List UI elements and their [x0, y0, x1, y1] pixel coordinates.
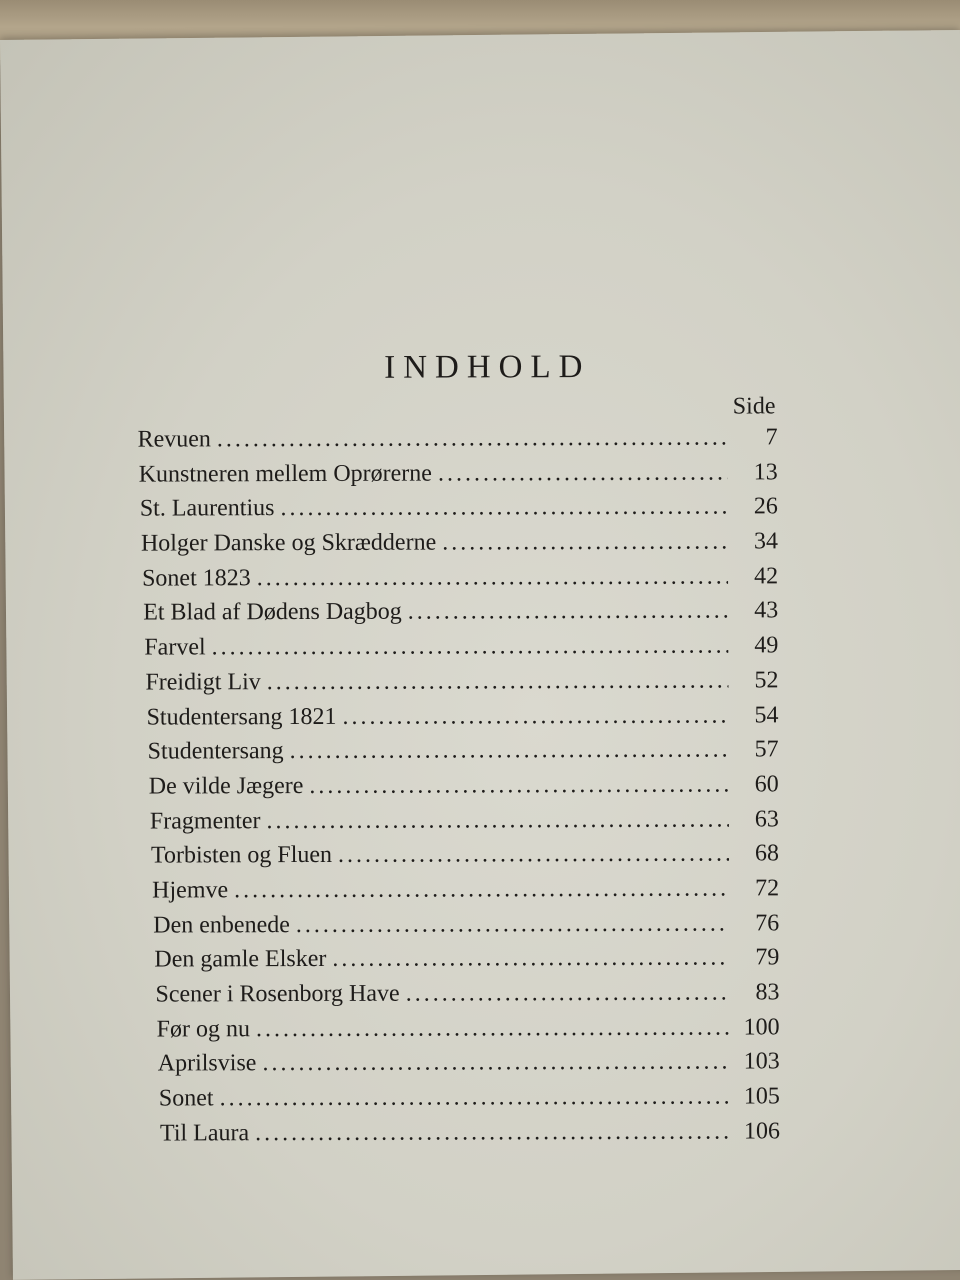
toc-heading: INDHOLD [384, 348, 591, 386]
toc-entry-title: Hjemve [152, 877, 229, 904]
toc-entry-page-number: 13 [753, 459, 778, 486]
toc-entry-page-number: 72 [755, 875, 780, 902]
toc-entry-page-number: 26 [753, 493, 778, 520]
dot-leader [256, 1014, 730, 1043]
toc-entry-page-number: 76 [755, 909, 780, 937]
toc-entry-title: Scener i Rosenborg Have [155, 980, 400, 1008]
toc-entry [138, 702, 778, 739]
toc-entry [138, 459, 778, 496]
dot-leader [234, 875, 729, 904]
toc-entry-title: Farvel [144, 634, 206, 661]
book-page [0, 30, 960, 1280]
toc-entry-title: Revuen [137, 426, 211, 453]
toc-entry-title: Aprilsvise [157, 1050, 257, 1077]
dot-leader [296, 910, 729, 939]
page-column-header: Side [732, 393, 776, 420]
toc-entry [138, 424, 778, 461]
toc-entry-page-number: 105 [743, 1083, 780, 1110]
toc-entry [138, 598, 778, 635]
toc-entry-title: Torbisten og Fluen [150, 842, 333, 869]
toc-entry-page-number: 60 [754, 771, 779, 798]
toc-entry-title: Freidigt Liv [145, 668, 261, 696]
toc-entry-title: Den gamle Elsker [154, 946, 327, 973]
toc-entry-title: Før og nu [156, 1015, 251, 1043]
toc-entry-title: Studentersang 1821 [146, 703, 337, 731]
dot-leader [309, 771, 728, 799]
toc-entry-title: Holger Danske og Skrædderne [140, 529, 437, 557]
toc-entry-page-number: 49 [754, 632, 779, 659]
dot-leader [280, 494, 727, 523]
dot-leader [332, 945, 729, 973]
toc-entry-page-number: 83 [755, 979, 780, 1006]
toc-entry-page-number: 34 [753, 528, 778, 555]
dot-leader [266, 806, 728, 835]
toc-entry-list [138, 424, 781, 1155]
toc-entry [138, 494, 778, 531]
toc-entry-title: Studentersang [147, 738, 284, 765]
toc-entry [138, 667, 778, 704]
dot-leader [290, 737, 729, 766]
toc-entry-page-number: 7 [765, 424, 778, 451]
toc-entry [139, 806, 779, 843]
toc-entry-page-number: 100 [743, 1014, 780, 1041]
dot-leader [408, 598, 728, 626]
toc-entry [140, 1049, 780, 1086]
toc-entry-title: St. Laurentius [139, 495, 275, 522]
dot-leader [338, 841, 729, 869]
toc-entry-page-number: 63 [754, 805, 779, 832]
toc-entry [140, 1118, 780, 1155]
toc-entry [138, 528, 778, 565]
toc-entry-title: Til Laura [159, 1119, 250, 1147]
dot-leader [438, 459, 728, 487]
toc-entry [139, 841, 779, 878]
toc-entry-title: Kunstneren mellem Oprørerne [138, 460, 432, 488]
dot-leader [442, 529, 728, 557]
toc-entry-page-number: 106 [743, 1118, 781, 1145]
dot-leader [342, 702, 728, 730]
table-of-contents [137, 348, 780, 1155]
dot-leader [257, 563, 728, 592]
toc-entry [139, 771, 779, 808]
toc-entry [139, 875, 779, 912]
toc-entry [139, 979, 779, 1016]
toc-entry-title: Sonet 1823 [142, 564, 251, 592]
toc-entry [138, 563, 778, 600]
toc-entry-page-number: 42 [754, 563, 779, 590]
toc-entry-page-number: 57 [754, 736, 779, 763]
toc-entry [140, 1014, 780, 1051]
toc-entry-title: Fragmenter [149, 807, 261, 835]
toc-entry [139, 737, 779, 774]
toc-entry-title: Sonet [158, 1085, 214, 1112]
toc-entry-page-number: 68 [754, 840, 780, 867]
dot-leader [219, 1084, 729, 1113]
toc-entry-title: De vilde Jægere [148, 772, 304, 800]
toc-entry-page-number: 54 [754, 701, 779, 728]
toc-entry [138, 632, 778, 669]
dot-leader [406, 980, 730, 1008]
dot-leader [212, 633, 729, 662]
toc-entry [140, 1083, 780, 1120]
dot-leader [255, 1118, 730, 1147]
toc-entry [139, 945, 779, 982]
dot-leader [217, 425, 728, 454]
toc-entry [139, 910, 779, 947]
toc-entry-page-number: 79 [755, 944, 780, 971]
toc-entry-title: Et Blad af Dødens Dagbog [143, 599, 402, 626]
toc-entry-title: Den enbenede [153, 911, 290, 939]
dot-leader [262, 1049, 729, 1078]
toc-entry-page-number: 52 [754, 667, 779, 694]
dot-leader [267, 667, 729, 696]
toc-entry-page-number: 43 [754, 597, 779, 624]
toc-entry-page-number: 103 [743, 1048, 780, 1075]
